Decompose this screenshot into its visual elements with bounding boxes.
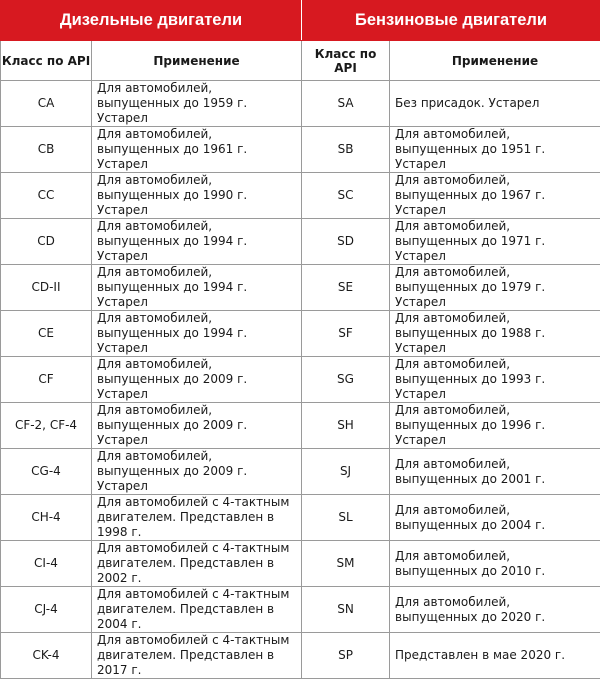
table-row xyxy=(1,495,600,541)
diesel-class-cell: CB xyxy=(1,127,92,173)
gasoline-application-cell: Для автомобилей, выпущенных до 2004 г. xyxy=(390,495,600,541)
gasoline-application-cell: Для автомобилей, выпущенных до 1967 г. Устарел xyxy=(390,173,600,219)
diesel-application-cell: Для автомобилей, выпущенных до 1959 г. Устарел xyxy=(92,81,302,127)
gasoline-application-column-header: Применение xyxy=(390,41,600,81)
gasoline-class-cell: SB xyxy=(302,127,390,173)
diesel-engines-header: Дизельные двигатели xyxy=(1,1,302,41)
gasoline-class-cell: SL xyxy=(302,495,390,541)
gasoline-class-cell: SF xyxy=(302,311,390,357)
table-row xyxy=(1,127,600,173)
diesel-application-cell: Для автомобилей, выпущенных до 2009 г. Устарел xyxy=(92,403,302,449)
table-row xyxy=(1,541,600,587)
table-row xyxy=(1,81,600,127)
table-row xyxy=(1,587,600,633)
diesel-application-cell: Для автомобилей, выпущенных до 1990 г. Устарел xyxy=(92,173,302,219)
gasoline-application-cell: Для автомобилей, выпущенных до 1951 г. Устарел xyxy=(390,127,600,173)
diesel-application-cell: Для автомобилей с 4-тактным двигателем. Представлен в 1998 г. xyxy=(92,495,302,541)
gasoline-application-cell: Для автомобилей, выпущенных до 1979 г. Устарел xyxy=(390,265,600,311)
gasoline-class-column-header: Класс по API xyxy=(302,41,390,81)
diesel-class-cell: CK-4 xyxy=(1,633,92,679)
gasoline-class-cell: SG xyxy=(302,357,390,403)
diesel-class-cell: CD-II xyxy=(1,265,92,311)
gasoline-class-cell: SP xyxy=(302,633,390,679)
diesel-application-cell: Для автомобилей, выпущенных до 1994 г. Устарел xyxy=(92,265,302,311)
gasoline-class-cell: SD xyxy=(302,219,390,265)
gasoline-application-cell: Представлен в мае 2020 г. xyxy=(390,633,600,679)
gasoline-application-cell: Для автомобилей, выпущенных до 1971 г. Устарел xyxy=(390,219,600,265)
gasoline-class-cell: SA xyxy=(302,81,390,127)
table-row xyxy=(1,265,600,311)
diesel-class-cell: CH-4 xyxy=(1,495,92,541)
diesel-class-column-header: Класс по API xyxy=(1,41,92,81)
diesel-class-cell: CF-2, CF-4 xyxy=(1,403,92,449)
gasoline-application-cell: Без присадок. Устарел xyxy=(390,81,600,127)
gasoline-class-cell: SN xyxy=(302,587,390,633)
diesel-class-cell: CA xyxy=(1,81,92,127)
diesel-application-cell: Для автомобилей с 4-тактным двигателем. Представлен в 2002 г. xyxy=(92,541,302,587)
diesel-class-cell: CF xyxy=(1,357,92,403)
table-row xyxy=(1,403,600,449)
table-row xyxy=(1,219,600,265)
diesel-application-column-header: Применение xyxy=(92,41,302,81)
section-header-row xyxy=(1,1,600,41)
gasoline-application-cell: Для автомобилей, выпущенных до 1996 г. Устарел xyxy=(390,403,600,449)
diesel-application-cell: Для автомобилей с 4-тактным двигателем. Представлен в 2017 г. xyxy=(92,633,302,679)
diesel-class-cell: CD xyxy=(1,219,92,265)
gasoline-application-cell: Для автомобилей, выпущенных до 1988 г. Устарел xyxy=(390,311,600,357)
gasoline-application-cell: Для автомобилей, выпущенных до 2001 г. xyxy=(390,449,600,495)
gasoline-application-cell: Для автомобилей, выпущенных до 2010 г. xyxy=(390,541,600,587)
gasoline-engines-header: Бензиновые двигатели xyxy=(302,1,600,41)
gasoline-class-cell: SJ xyxy=(302,449,390,495)
diesel-class-cell: CI-4 xyxy=(1,541,92,587)
gasoline-class-cell: SE xyxy=(302,265,390,311)
gasoline-application-cell: Для автомобилей, выпущенных до 1993 г. Устарел xyxy=(390,357,600,403)
column-header-row xyxy=(1,41,600,81)
diesel-class-cell: CE xyxy=(1,311,92,357)
diesel-application-cell: Для автомобилей, выпущенных до 2009 г. Устарел xyxy=(92,449,302,495)
table-row xyxy=(1,357,600,403)
diesel-class-cell: CC xyxy=(1,173,92,219)
table-row xyxy=(1,173,600,219)
diesel-application-cell: Для автомобилей, выпущенных до 1961 г. Устарел xyxy=(92,127,302,173)
gasoline-class-cell: SH xyxy=(302,403,390,449)
diesel-class-cell: CG-4 xyxy=(1,449,92,495)
table-row xyxy=(1,633,600,679)
table-body xyxy=(1,81,600,679)
gasoline-application-cell: Для автомобилей, выпущенных до 2020 г. xyxy=(390,587,600,633)
table-row xyxy=(1,449,600,495)
diesel-application-cell: Для автомобилей с 4-тактным двигателем. Представлен в 2004 г. xyxy=(92,587,302,633)
diesel-application-cell: Для автомобилей, выпущенных до 2009 г. Устарел xyxy=(92,357,302,403)
table-row xyxy=(1,311,600,357)
diesel-application-cell: Для автомобилей, выпущенных до 1994 г. Устарел xyxy=(92,219,302,265)
diesel-application-cell: Для автомобилей, выпущенных до 1994 г. Устарел xyxy=(92,311,302,357)
gasoline-class-cell: SC xyxy=(302,173,390,219)
diesel-class-cell: CJ-4 xyxy=(1,587,92,633)
gasoline-class-cell: SM xyxy=(302,541,390,587)
